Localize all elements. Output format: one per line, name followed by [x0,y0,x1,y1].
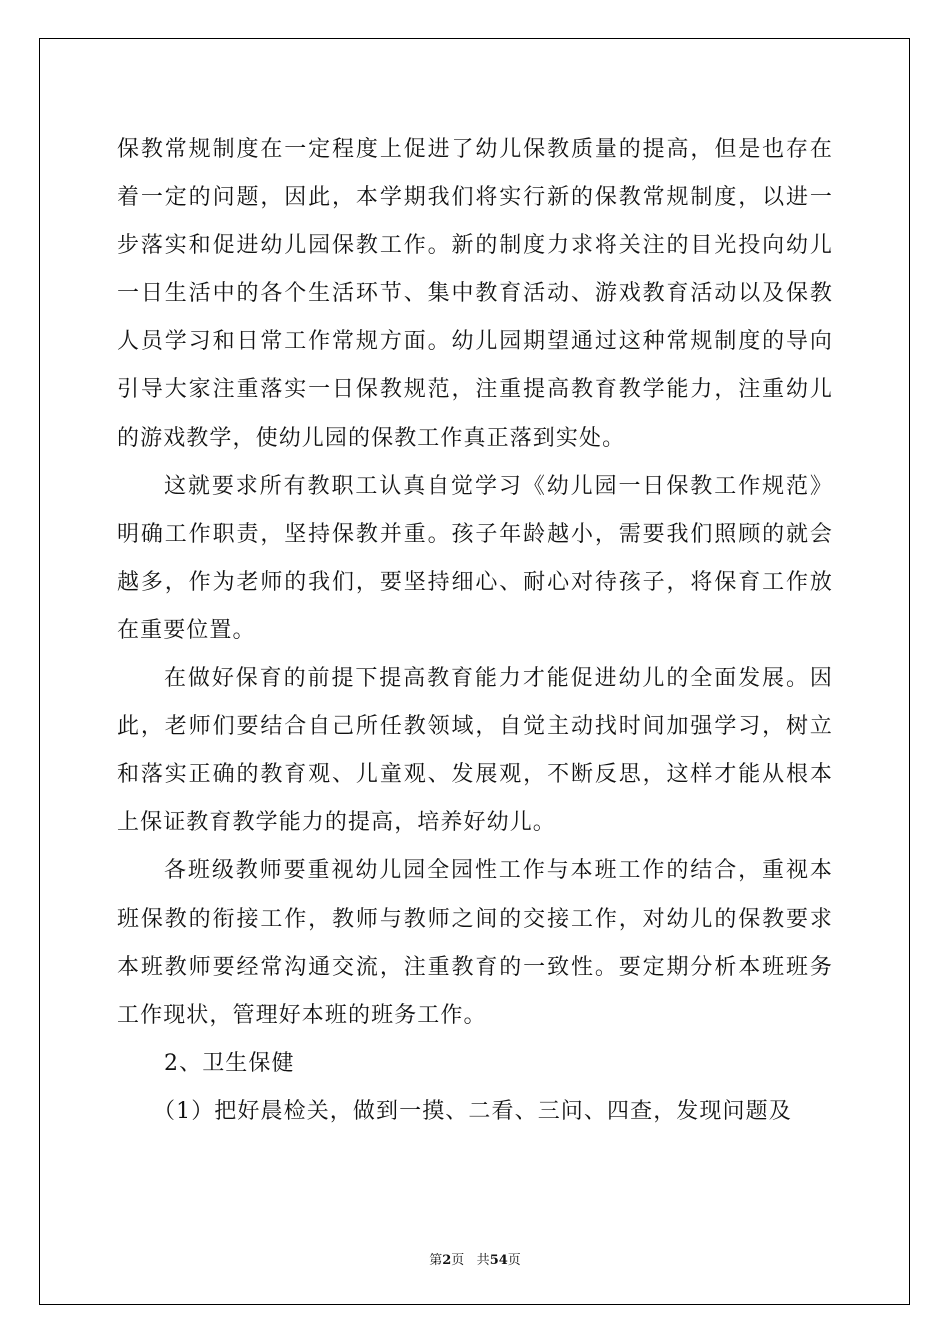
document-body [117,126,833,1136]
section-heading: 2、卫生保健 [164,1050,295,1076]
total-suffix: 页 [507,1253,521,1268]
list-item: （1）把好晨检关，做到一摸、二看、三问、四查，发现问题及 [153,1098,792,1124]
paragraph-4: 各班级教师要重视幼儿园全园性工作与本班工作的结合，重视本班保教的衔接工作，教师与教师之间的交接工作，对幼儿的保教要求本班教师要经常沟通交流，注重教育的一致性。要定期分析本班班务工作现状，管理好本班的班务工作。 [117,858,833,1028]
paragraph-1: 保教常规制度在一定程度上促进了幼儿保教质量的提高，但是也存在着一定的问题，因此，本学期我们将实行新的保教常规制度，以进一步落实和促进幼儿园保教工作。新的制度力求将关注的目光投向幼儿一日生活中的各个生活环节、集中教育活动、游戏教育活动以及保教人员学习和日常工作常规方面。幼儿园期望通过这种常规制度的导向引导大家注重落实一日保教规范，注重提高教育教学能力，注重幼儿的游戏教学，使幼儿园的保教工作真正落到实处。 [117,137,833,451]
page-number: 2 [442,1253,452,1268]
paragraph-3: 在做好保育的前提下提高教育能力才能促进幼儿的全面发展。因此，老师们要结合自己所任教领域，自觉主动找时间加强学习，树立和落实正确的教育观、儿童观、发展观，不断反思，这样才能从根本上保证教育教学能力的提高，培养好幼儿。 [117,666,833,836]
page-footer [0,1249,950,1268]
total-prefix: 共 [476,1253,490,1268]
page-suffix: 页 [451,1253,465,1268]
page-prefix: 第 [429,1253,443,1268]
paragraph-2: 这就要求所有教职工认真自觉学习《幼儿园一日保教工作规范》明确工作职责，坚持保教并重。孩子年龄越小，需要我们照顾的就会越多，作为老师的我们，要坚持细心、耐心对待孩子，将保育工作放在重要位置。 [117,473,833,643]
total-pages: 54 [489,1253,508,1268]
